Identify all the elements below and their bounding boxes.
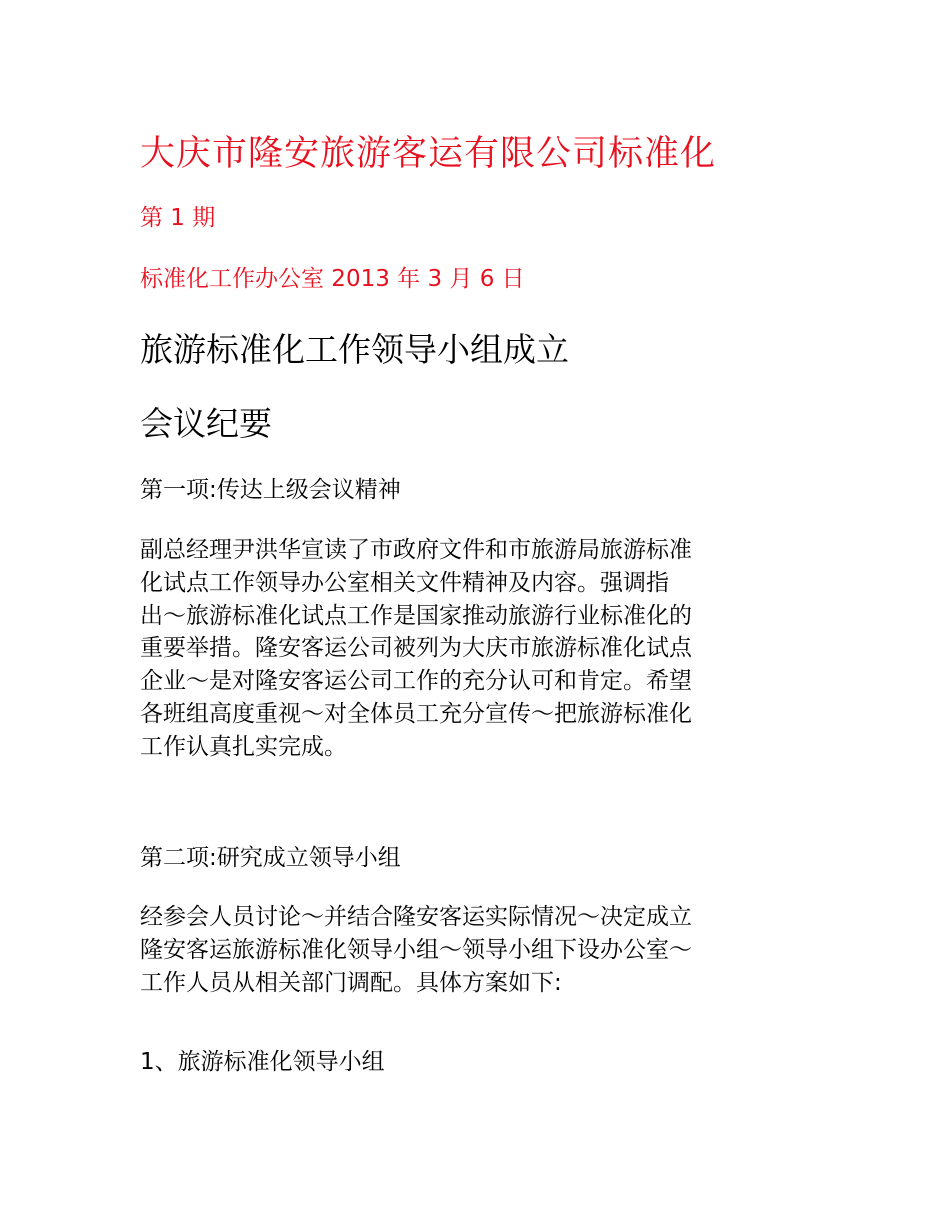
paragraph-line: 出～旅游标准化试点工作是国家推动旅游行业标准化的 (140, 602, 692, 629)
section-2-paragraph (140, 901, 820, 999)
paragraph-line: 副总经理尹洪华宣读了市政府文件和市旅游局旅游标准 (140, 537, 692, 563)
headline-line-2: 会议纪要 (140, 404, 272, 443)
paragraph-line: 重要举措。隆安客运公司被列为大庆市旅游标准化试点 (140, 635, 692, 662)
paragraph-line: 经参会人员讨论～并结合隆安客运实际情况～决定成立 (140, 904, 692, 930)
headline-line-1: 旅游标准化工作领导小组成立 (140, 330, 569, 369)
section-1-heading: 第一项:传达上级会议精神 (140, 477, 401, 503)
paragraph-line: 各班组高度重视～对全体员工充分宣传～把旅游标准化 (140, 700, 692, 727)
paragraph-line: 工作认真扎实完成。 (140, 733, 347, 760)
masthead-title: 大庆市隆安旅游客运有限公司标准化 (140, 134, 717, 174)
paragraph-line: 工作人员从相关部门调配。具体方案如下: (140, 969, 562, 996)
list-item-1: 1、旅游标准化领导小组 (140, 1049, 385, 1075)
office-date-line: 标准化工作办公室 2013 年 3 月 6 日 (140, 266, 525, 292)
section-2-heading: 第二项:研究成立领导小组 (140, 845, 401, 871)
section-1-paragraph (140, 534, 820, 764)
paragraph-line: 化试点工作领导办公室相关文件精神及内容。强调指 (140, 569, 669, 596)
paragraph-line: 隆安客运旅游标准化领导小组～领导小组下设办公室～ (140, 936, 692, 963)
paragraph-line: 企业～是对隆安客运公司工作的充分认可和肯定。希望 (140, 668, 692, 695)
issue-number: 第 1 期 (140, 205, 216, 231)
